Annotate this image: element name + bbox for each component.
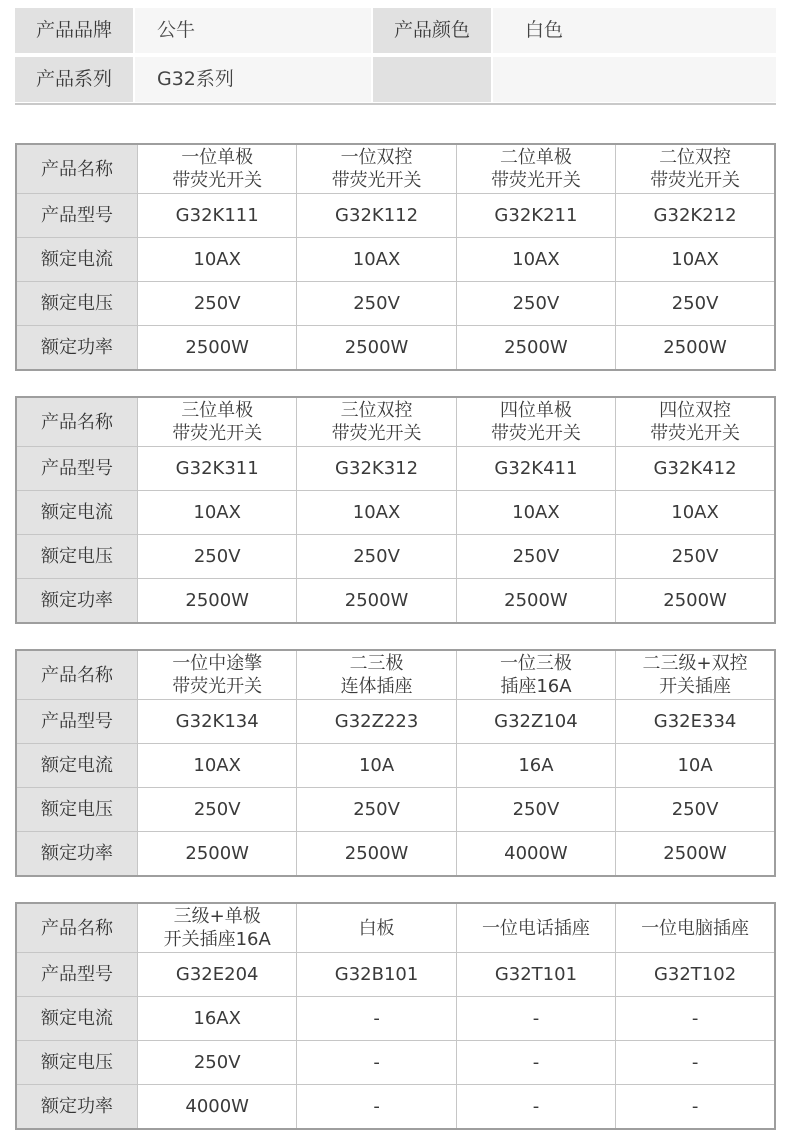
voltage-row: [16, 535, 775, 579]
power-cell: 2500W: [138, 579, 297, 624]
power-label: 额定功率: [16, 1085, 138, 1130]
current-row: [16, 744, 775, 788]
current-cell: -: [297, 997, 456, 1041]
model-cell: G32K212: [616, 194, 775, 238]
empty-label-cell: [373, 57, 491, 102]
spec-table-4: [15, 902, 776, 1130]
product-name-line1: 二三级+双控: [642, 653, 748, 674]
power-cell: 2500W: [138, 832, 297, 877]
product-name-cell: [616, 650, 775, 700]
voltage-cell: 250V: [138, 788, 297, 832]
product-name-row: [16, 903, 775, 953]
product-name-line1: 二位单极: [499, 147, 572, 168]
voltage-cell: -: [456, 1041, 615, 1085]
power-row: [16, 832, 775, 877]
voltage-cell: -: [616, 1041, 775, 1085]
voltage-cell: 250V: [616, 282, 775, 326]
current-cell: 10AX: [138, 491, 297, 535]
current-cell: 10A: [616, 744, 775, 788]
voltage-cell: 250V: [138, 282, 297, 326]
product-name-line2: 带荧光开关: [172, 423, 263, 444]
power-label: 额定功率: [16, 579, 138, 624]
model-row: [16, 700, 775, 744]
info-row-brand: [15, 8, 776, 53]
current-cell: 10AX: [616, 491, 775, 535]
model-row: [16, 194, 775, 238]
product-name-cell: [138, 144, 297, 194]
power-cell: -: [297, 1085, 456, 1130]
voltage-label: 额定电压: [16, 535, 138, 579]
product-name-cell: [138, 903, 297, 953]
product-name-cell: [616, 397, 775, 447]
product-name-cell: [297, 903, 456, 953]
voltage-row: [16, 788, 775, 832]
model-cell: G32K112: [297, 194, 456, 238]
current-cell: 16A: [456, 744, 615, 788]
name-label: 产品名称: [16, 144, 138, 194]
model-cell: G32K111: [138, 194, 297, 238]
color-label: 产品颜色: [373, 8, 491, 53]
product-name-line1: 三位双控: [340, 400, 413, 421]
product-name-line2: 带荧光开关: [490, 423, 581, 444]
product-name-line2: 带荧光开关: [172, 170, 263, 191]
current-cell: 16AX: [138, 997, 297, 1041]
power-row: [16, 579, 775, 624]
current-label: 额定电流: [16, 238, 138, 282]
product-name-line2: 带荧光开关: [331, 170, 422, 191]
product-name-line2: 开关插座16A: [163, 929, 271, 950]
product-name-cell: [297, 397, 456, 447]
model-cell: G32K312: [297, 447, 456, 491]
voltage-cell: 250V: [297, 282, 456, 326]
product-name-line1: 四位单极: [499, 400, 572, 421]
spec-table-2: [15, 396, 776, 624]
product-info-table: [15, 8, 776, 105]
power-cell: -: [616, 1085, 775, 1130]
product-name-cell: [456, 903, 615, 953]
product-name-cell: [616, 144, 775, 194]
current-cell: -: [456, 997, 615, 1041]
power-cell: 4000W: [456, 832, 615, 877]
product-name-cell: [456, 650, 615, 700]
product-name-line1: 一位单极: [181, 147, 254, 168]
product-name-line2: 开关插座: [659, 676, 732, 697]
current-cell: 10AX: [297, 491, 456, 535]
voltage-row: [16, 282, 775, 326]
product-name-line2: 带荧光开关: [172, 676, 263, 697]
current-row: [16, 491, 775, 535]
model-cell: G32E334: [616, 700, 775, 744]
product-name-cell: [456, 144, 615, 194]
name-label: 产品名称: [16, 903, 138, 953]
power-cell: 2500W: [616, 579, 775, 624]
model-row: [16, 447, 775, 491]
product-name-line2: 插座16A: [500, 676, 572, 697]
voltage-label: 额定电压: [16, 282, 138, 326]
model-cell: G32Z104: [456, 700, 615, 744]
model-row: [16, 953, 775, 997]
voltage-label: 额定电压: [16, 788, 138, 832]
current-row: [16, 238, 775, 282]
name-label: 产品名称: [16, 650, 138, 700]
model-label: 产品型号: [16, 953, 138, 997]
current-label: 额定电流: [16, 491, 138, 535]
model-cell: G32T101: [456, 953, 615, 997]
current-cell: -: [616, 997, 775, 1041]
voltage-cell: 250V: [297, 535, 456, 579]
voltage-cell: 250V: [456, 535, 615, 579]
voltage-label: 额定电压: [16, 1041, 138, 1085]
empty-value-cell: [493, 57, 776, 102]
product-name-line1: 三位单极: [181, 400, 254, 421]
spec-table-1: [15, 143, 776, 371]
series-label: 产品系列: [15, 57, 133, 102]
product-name-row: [16, 144, 775, 194]
product-name-line1: 二位双控: [659, 147, 732, 168]
model-cell: G32E204: [138, 953, 297, 997]
product-name-cell: [138, 650, 297, 700]
product-name-line2: 带荧光开关: [490, 170, 581, 191]
model-cell: G32K211: [456, 194, 615, 238]
product-name-line1: 一位电脑插座: [641, 917, 750, 939]
model-cell: G32B101: [297, 953, 456, 997]
voltage-cell: 250V: [138, 535, 297, 579]
current-label: 额定电流: [16, 744, 138, 788]
power-cell: 2500W: [138, 326, 297, 371]
current-label: 额定电流: [16, 997, 138, 1041]
power-label: 额定功率: [16, 832, 138, 877]
power-cell: 2500W: [616, 832, 775, 877]
power-cell: 2500W: [456, 326, 615, 371]
current-cell: 10A: [297, 744, 456, 788]
product-name-line1: 一位中途擎: [172, 653, 263, 674]
power-cell: 2500W: [297, 579, 456, 624]
voltage-cell: -: [297, 1041, 456, 1085]
model-cell: G32K311: [138, 447, 297, 491]
brand-value: 公牛: [135, 8, 371, 53]
power-cell: 2500W: [616, 326, 775, 371]
product-name-line1: 二三极: [349, 653, 404, 674]
power-label: 额定功率: [16, 326, 138, 371]
model-cell: G32K411: [456, 447, 615, 491]
model-cell: G32T102: [616, 953, 775, 997]
product-name-row: [16, 397, 775, 447]
voltage-cell: 250V: [456, 788, 615, 832]
product-name-line1: 三级+单极: [173, 906, 261, 927]
spec-table-3: [15, 649, 776, 877]
power-cell: -: [456, 1085, 615, 1130]
current-cell: 10AX: [138, 744, 297, 788]
product-name-line2: 连体插座: [340, 676, 413, 697]
product-name-line2: 带荧光开关: [650, 423, 741, 444]
product-name-line1: 一位电话插座: [481, 917, 590, 939]
product-name-line1: 白板: [358, 917, 395, 939]
power-cell: 2500W: [297, 326, 456, 371]
model-label: 产品型号: [16, 700, 138, 744]
product-name-line2: 带荧光开关: [331, 423, 422, 444]
voltage-cell: 250V: [138, 1041, 297, 1085]
product-name-line1: 一位双控: [340, 147, 413, 168]
product-name-line2: 带荧光开关: [650, 170, 741, 191]
model-label: 产品型号: [16, 194, 138, 238]
model-label: 产品型号: [16, 447, 138, 491]
voltage-cell: 250V: [297, 788, 456, 832]
product-name-row: [16, 650, 775, 700]
voltage-cell: 250V: [616, 788, 775, 832]
series-value: G32系列: [135, 57, 371, 102]
product-name-cell: [138, 397, 297, 447]
product-name-line1: 四位双控: [659, 400, 732, 421]
power-row: [16, 1085, 775, 1130]
name-label: 产品名称: [16, 397, 138, 447]
current-cell: 10AX: [138, 238, 297, 282]
current-cell: 10AX: [456, 491, 615, 535]
model-cell: G32Z223: [297, 700, 456, 744]
voltage-row: [16, 1041, 775, 1085]
product-name-line1: 一位三极: [499, 653, 572, 674]
voltage-cell: 250V: [616, 535, 775, 579]
product-name-cell: [456, 397, 615, 447]
current-row: [16, 997, 775, 1041]
current-cell: 10AX: [297, 238, 456, 282]
model-cell: G32K134: [138, 700, 297, 744]
model-cell: G32K412: [616, 447, 775, 491]
product-name-cell: [616, 903, 775, 953]
color-value: 白色: [493, 8, 776, 53]
current-cell: 10AX: [456, 238, 615, 282]
voltage-cell: 250V: [456, 282, 615, 326]
power-cell: 2500W: [456, 579, 615, 624]
power-cell: 4000W: [138, 1085, 297, 1130]
product-name-cell: [297, 650, 456, 700]
product-name-cell: [297, 144, 456, 194]
brand-label: 产品品牌: [15, 8, 133, 53]
power-cell: 2500W: [297, 832, 456, 877]
power-row: [16, 326, 775, 371]
current-cell: 10AX: [616, 238, 775, 282]
info-row-series: [15, 57, 776, 102]
